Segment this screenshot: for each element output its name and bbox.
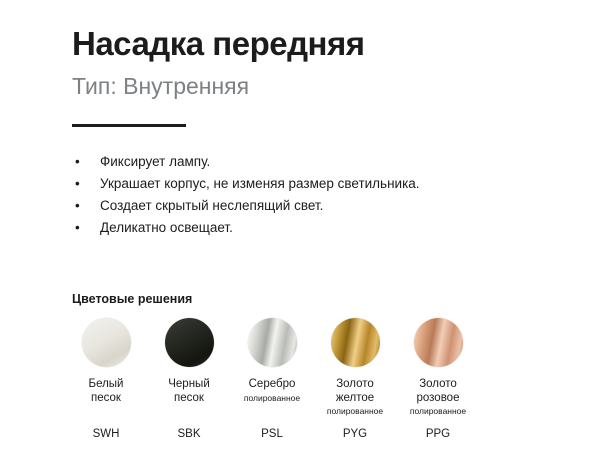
swatch-code: SWH — [92, 428, 120, 440]
swatch-label-line2: песок — [174, 391, 204, 404]
list-item-label: Фиксирует лампу. — [100, 153, 211, 169]
color-swatch-pyg[interactable] — [315, 318, 395, 440]
bullet-icon: • — [75, 175, 80, 191]
bullet-icon: • — [75, 197, 80, 213]
color-options-heading: Цветовые решения — [72, 292, 193, 306]
color-swatch-list — [66, 318, 470, 440]
list-item — [72, 151, 560, 172]
color-circle-icon — [82, 318, 131, 367]
swatch-finish: полированное — [243, 392, 301, 403]
swatch-code: SBK — [177, 428, 201, 440]
list-item-label: Создает скрытый неслепящий свет. — [100, 197, 324, 213]
swatch-code: PPG — [425, 428, 451, 440]
list-item-label: Деликатно освещает. — [100, 219, 233, 235]
list-item — [72, 173, 560, 194]
swatch-label-line1: Золото — [419, 378, 457, 390]
bullet-icon: • — [75, 219, 80, 235]
swatch-finish: полированное — [326, 406, 384, 416]
color-swatch-sbk[interactable] — [149, 318, 229, 440]
swatch-finish: полированное — [409, 406, 467, 416]
color-circle-icon — [331, 318, 380, 367]
list-item-label: Украшает корпус, не изменяя размер светильника. — [100, 175, 420, 191]
page-title: Насадка передняя — [72, 25, 365, 62]
swatch-label-line1: Золото — [336, 378, 374, 390]
swatch-label-line1: Черный — [168, 378, 210, 390]
swatch-code: PSL — [261, 428, 283, 440]
color-circle-icon — [414, 318, 463, 367]
swatch-label-line1: Белый — [88, 378, 124, 390]
swatch-label-line2: розовое — [416, 391, 460, 404]
page-subtitle: Тип: Внутренняя — [72, 73, 250, 100]
color-swatch-ppg[interactable] — [398, 318, 478, 440]
bullet-icon: • — [75, 153, 80, 169]
list-item — [72, 195, 560, 216]
color-swatch-psl[interactable] — [232, 318, 312, 440]
color-circle-icon — [165, 318, 214, 367]
title-divider — [72, 124, 186, 127]
feature-list — [72, 151, 560, 238]
swatch-label-line2: желтое — [335, 391, 375, 404]
swatch-label-line2: песок — [91, 391, 121, 404]
list-item — [72, 217, 560, 238]
page-footer-spacer — [0, 461, 600, 467]
swatch-label-line1: Серебро — [248, 378, 296, 390]
color-swatch-swh[interactable] — [66, 318, 146, 440]
swatch-code: PYG — [342, 428, 368, 440]
color-circle-icon — [248, 318, 297, 367]
